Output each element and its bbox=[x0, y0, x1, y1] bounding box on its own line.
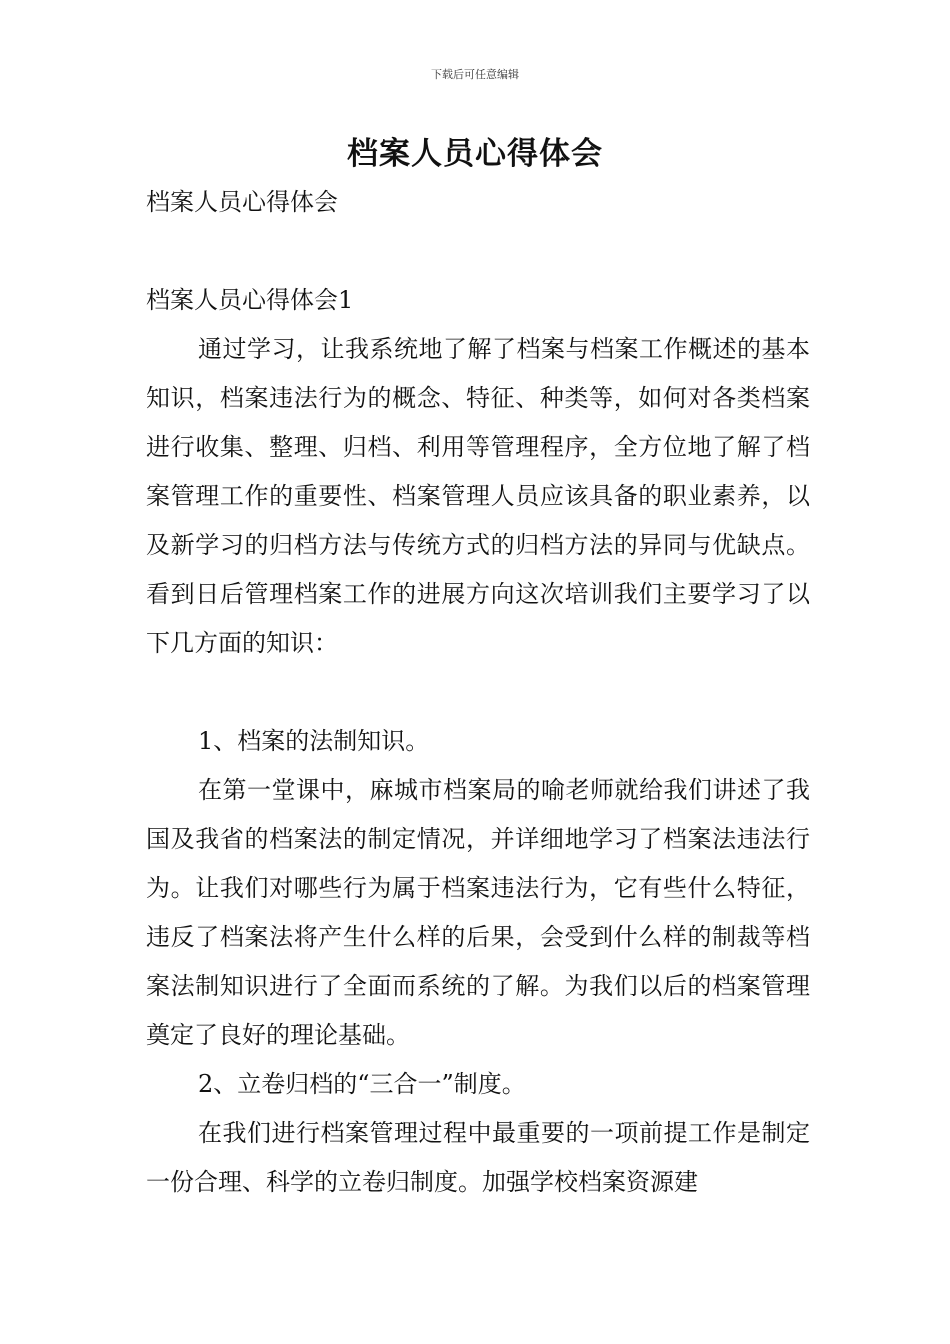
document-subtitle: 档案人员心得体会 bbox=[146, 188, 338, 216]
document-title: 档案人员心得体会 bbox=[347, 136, 603, 172]
item-2-body: 在我们进行档案管理过程中最重要的一项前提工作是制定一份合理、科学的立卷归制度。加强学校档案资源建 bbox=[146, 1119, 810, 1196]
section-heading: 档案人员心得体会1 bbox=[146, 286, 354, 314]
document-body bbox=[146, 178, 810, 1207]
item-2-title: 2、立卷归档的“三合一”制度。 bbox=[198, 1070, 526, 1098]
item-1-body: 在第一堂课中，麻城市档案局的喻老师就给我们讲述了我国及我省的档案法的制定情况，并详细地学习了档案法违法行为。让我们对哪些行为属于档案违法行为，它有些什么特征，违反了档案法将产生什么样的后果，会受到什么样的制裁等档案法制知识进行了全面而系统的了解。为我们以后的档案管理奠定了良好的理论基础。 bbox=[146, 776, 810, 1049]
header-note: 下载后可任意编辑 bbox=[431, 68, 519, 81]
intro-paragraph: 通过学习，让我系统地了解了档案与档案工作概述的基本知识，档案违法行为的概念、特征、种类等，如何对各类档案进行收集、整理、归档、利用等管理程序，全方位地了解了档案管理工作的重要性、档案管理人员应该具备的职业素养，以及新学习的归档方法与传统方式的归档方法的异同与优缺点。看到日后管理档案工作的进展方向这次培训我们主要学习了以下几方面的知识： bbox=[146, 335, 810, 657]
item-1-title: 1、档案的法制知识。 bbox=[198, 727, 430, 755]
